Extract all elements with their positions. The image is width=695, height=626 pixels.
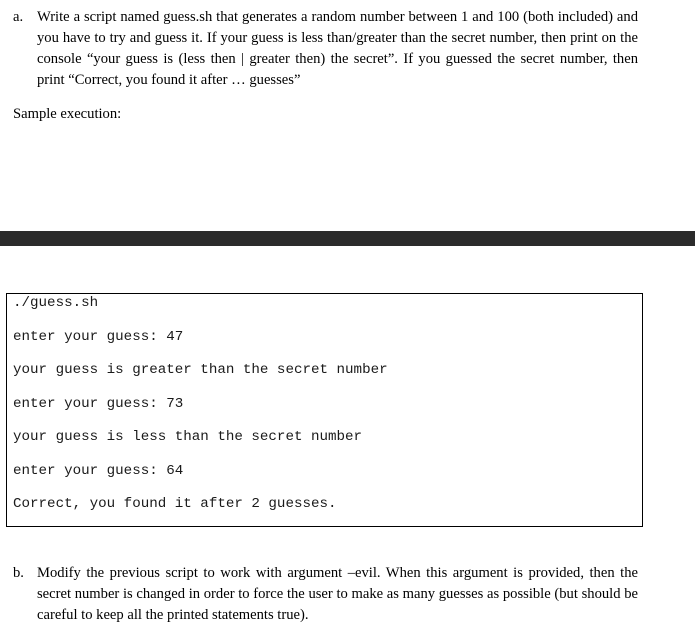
exercise-item-b (13, 563, 638, 626)
sample-execution-label: Sample execution: (13, 106, 122, 122)
item-a-text: Write a script named guess.sh that generates a random number between 1 and 100 (both included) and you have to try and guess it. If your guess is less than/greater than the secret number, then print on the console “your guess is (less then | greater then) the secret”. If you guessed the secret number, then print “Correct, you found it after … guesses” (37, 9, 638, 88)
console-line: enter your guess: 73 (13, 396, 184, 412)
console-line: your guess is less than the secret number (13, 429, 363, 445)
exercise-item-a (13, 7, 638, 91)
item-b-marker: b. (13, 565, 24, 581)
dark-separator-band (0, 231, 695, 246)
console-line: Correct, you found it after 2 guesses. (13, 496, 337, 512)
item-a-marker: a. (13, 9, 24, 25)
console-line: your guess is greater than the secret number (13, 362, 388, 378)
console-line: enter your guess: 47 (13, 329, 184, 345)
item-b-text: Modify the previous script to work with argument –evil. When this argument is provided, then the secret number is changed in order to force the user to make as many guesses as possible (but should be careful to keep all the printed statements true). (37, 565, 638, 623)
console-output-box (6, 293, 643, 527)
console-line: enter your guess: 64 (13, 463, 184, 479)
console-line: ./guess.sh (13, 295, 99, 311)
